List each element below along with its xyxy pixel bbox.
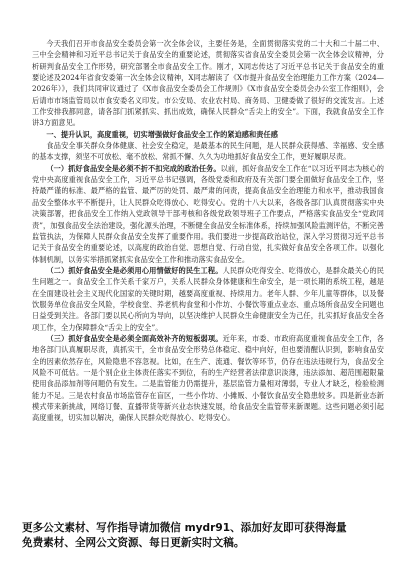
promo-line-1: 更多公文素材、写作指导请加微信 mydr91、添加好友即可获得海量	[22, 522, 347, 534]
paragraph-intro: 今天我们召开市食品安全委员会第一次全体会议，主要任务是，全面贯彻落实党的二十大和二十届二中、三中全会精神和习近平总书记关于食品安全的重要论述，贯彻落实省食品安全委员会第一次全体会议精神，分析研判食品安全工作形势，研究部署全市食品安全工作。刚才，X同志传达了习近平总书记关于食品安全的重要论述及2024年省食安委第一次全体会议精神，X同志解读了《X市提升食品安全治理能力工作方案（2024—2026年）》，我们共同审议通过了《X市食品安全委员会工作规则》《X市食品安全委员会办公室工作细则》，会后请市市场监管局以市食安委名义印发。市公安局、农业农村局、商务局、卫健委做了很好的交流发言。上述工作安排我都同意，请各部门抓紧抓实、抓出成效，确保人民群众“舌尖上的安全”。下面，我就食品安全工作讲3方面意见。	[32, 39, 384, 128]
section-heading-1: 一、提升认识，高度重视，切实增强做好食品安全工作的紧迫感和责任感	[46, 129, 278, 139]
item-text-3: 近年来，市委、市政府高度重视食品安全工作，各地各部门认真履职尽责，真抓实干，全市食品安全形势总体稳定、稳中向好，但也要清醒认识到，影响食品安全的因素依然存在，风险隐患不容忽视。比如，在生产、流通、餐饮等环节，仍存在违法违规行为，食品安全风险不可低估。一是个别企业主体责任落实不到位，有的生产经营者法律意识淡薄，违法添加、超范围超限量使用食品添加剂等问题仍有发生。二是监管能力仍需提升，基层监管力量相对薄弱，专业人才缺乏，检验检测能力不足。三是农村食品市场监管存在盲区，一些小作坊、小摊贩、小餐饮食品安全隐患较多。四是新业态新模式带来新挑战，网络订餐、直播带货等新兴业态快速发展，给食品安全监管带来新课题。这些问题必须引起高度重视，切实加以解决，确保人民群众吃得放心、吃得安心。	[32, 333, 385, 423]
item-heading-3: （三）抓好食品安全是必须全面高效补齐的短板弱项。	[46, 333, 223, 343]
document-body	[32, 38, 384, 424]
promo-footer	[22, 521, 392, 551]
item-heading-2: （二）抓好食品安全是必须用心用情做好的民生工程。	[46, 265, 223, 275]
promo-line-2: 免费素材、全网公文资源、每日更新实时文稿。	[22, 537, 245, 549]
item-text-1: 以前，抓好食品安全工作在“以习近平同志为核心的党中央高度重视食品安全工作，习近平总书记强调，各级党委和政府及有关部门要全面做好食品安全工作，坚持最严谨的标准、最严格的监管、最严厉的处罚、最严肃的问责，提高食品安全治理能力和水平，推动我国食品安全整体水平不断提升，让人民群众吃得放心、吃得安心。党的十八大以来，各级各部门认真贯彻落实中央决策部署，把食品安全工作纳入党政领导干部考核和各级党政领导班子工作要点，严格落实食品安全“党政同责”，加强食品安全法治建设，强化源头治理，不断健全食品安全标准体系，持续加强风险监测评估，不断完善监管执法，为保障人民群众食品安全发挥了重要作用。我们要进一步提高政治站位，深入学习贯彻习近平总书记关于食品安全的重要论述，以高度的政治自觉、思想自觉、行动自觉，扎实做好食品安全各项工作。以强化体制机制，以务实举措抓紧抓实食品安全工作和推动落实食品安全。	[32, 163, 385, 264]
item-heading-1: （一）抓好食品安全是必须不折不扣完成的政治任务。	[46, 163, 221, 173]
paragraph-item-1	[32, 163, 384, 265]
paragraph-section-1-intro: 食品安全事关群众身体健康、社会安全稳定，是最基本的民生问题，是人民群众获得感、幸福感、安全感的基本支撑，须坚不可放松、毫不放松、常抓不懈、久久为功地抓好食品安全工作，更好履职尽责。	[32, 141, 384, 162]
paragraph-item-2	[32, 265, 384, 333]
item-text-2: 人民群众吃得安全、吃得放心，是群众最关心的民生问题之一。食品安全工作关系千家万户，关系人民群众身体健康和生命安全，是一项长期的系统工程，越是在全面建设社会主义现代化国家的关键时期，越要高度重视、持续用力。老年人群、少年儿童等群体，以及餐饮服务单位食品安全风险，学校食堂、养老机构食堂和小作坊、小餐饮等重点业态、重点场所食品安全问题也日益受到关注。各部门要以民心所向为导向，以坚决维护人民群众生命健康安全为己任，扎实抓好食品安全各项工作，全力保障群众“舌尖上的安全”。	[32, 265, 385, 332]
paragraph-item-3	[32, 333, 384, 424]
